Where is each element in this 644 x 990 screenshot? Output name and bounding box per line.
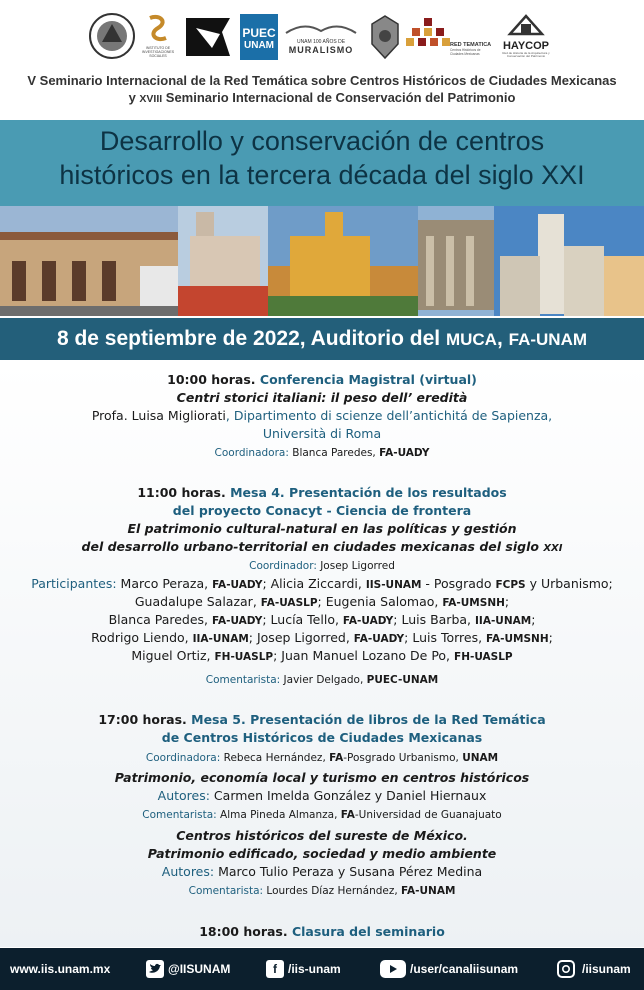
date-separator: ,	[496, 327, 509, 350]
participant-text: - Posgrado	[421, 576, 496, 591]
session-2-heading	[0, 485, 644, 501]
photo-yellow-church	[268, 206, 418, 316]
book-1-commentator	[0, 807, 644, 823]
book-2-authors-label: Autores:	[161, 864, 215, 879]
participant-text: ; Lucía Tello,	[262, 612, 343, 627]
twitter-icon[interactable]	[146, 960, 164, 978]
puec-top: PUEC	[242, 26, 276, 40]
haycop-mark-icon	[506, 14, 546, 36]
facebook-icon[interactable]: f	[266, 960, 284, 978]
session-3-coordinator-program: -Posgrado Urbanismo,	[343, 752, 463, 764]
participant-inst: IIA-UNAM	[192, 633, 249, 645]
program	[0, 362, 644, 947]
session-2-time: 11:00 horas.	[137, 485, 226, 500]
header-line-1: V Seminario Internacional de la Red Temática sobre Centros Históricos de Ciudades Mexicanas	[27, 73, 617, 88]
session-3-coordinator	[0, 750, 644, 766]
session-2-commentator-inst: PUEC-UNAM	[366, 674, 439, 686]
session-3-title-2: de Centros Históricos de Ciudades Mexicanas	[161, 730, 483, 745]
iis-logo	[140, 14, 176, 60]
participant-inst: FH-UASLP	[454, 651, 513, 663]
participant-inst: FA-UADY	[353, 633, 405, 645]
instagram-handle[interactable]: /iisunam	[582, 962, 631, 976]
session-3-coordinator-university: UNAM	[462, 752, 499, 764]
session-1-coordinator-inst: FA-UADY	[379, 447, 430, 459]
session-1-coordinator-name: Blanca Paredes,	[288, 447, 380, 459]
session-1-affiliation-2: Università di Roma	[262, 426, 382, 441]
participant-text: ;	[548, 630, 553, 645]
book-1-commentator-university: -Universidad de Guanajuato	[354, 809, 502, 821]
historic-centers-photo-strip	[0, 206, 644, 316]
red-tematica-sub: Centros Históricos de Ciudades Mexicanas	[450, 48, 481, 56]
session-4-heading	[0, 924, 644, 940]
session-2-commentator	[0, 672, 644, 688]
book-1-authors-names: Carmen Imelda González y Daniel Hiernaux	[209, 788, 487, 803]
participant-text: ;	[531, 612, 536, 627]
unam-seal-logo	[88, 12, 136, 60]
haycop-label: HAYCOP	[502, 40, 550, 52]
participant-text: Rodrigo Liendo,	[91, 630, 193, 645]
session-2-talk-2-text: del desarrollo urbano-territorial en ciudades mexicanas del siglo	[81, 539, 544, 554]
session-1-title: Conferencia Magistral (virtual)	[255, 372, 477, 387]
date-text: 8 de septiembre de 2022, Auditorio del	[56, 327, 446, 350]
iis-mark-icon	[140, 14, 176, 42]
session-4-time: 18:00 horas.	[199, 924, 288, 939]
participant-inst: FA-UADY	[212, 579, 263, 591]
session-1-coordinator-label: Coordinadora:	[214, 447, 289, 459]
haycop-logo	[496, 14, 556, 62]
architecture-logo	[182, 14, 234, 60]
header-line-2	[0, 89, 644, 108]
red-tematica-logo	[406, 16, 494, 60]
book-1-commentator-name: Alma Pineda Almanza,	[216, 809, 341, 821]
participants-label: Participantes:	[31, 576, 117, 591]
participant-text: ; Juan Manuel Lozano De Po,	[273, 648, 455, 663]
book-2-commentator-inst: FA-UNAM	[401, 885, 456, 897]
website-link[interactable]: www.iis.unam.mx	[10, 962, 111, 976]
muralismo-logo	[284, 20, 358, 58]
session-4-title: Clasura del seminario	[287, 924, 445, 939]
participant-inst: FA-UMSNH	[486, 633, 549, 645]
photo-red-church	[178, 206, 268, 316]
session-3-coordinator-inst: FA	[329, 752, 344, 764]
red-tematica-label: RED TEMATICA	[450, 42, 492, 48]
participants-line-1	[0, 576, 644, 593]
youtube-icon[interactable]	[380, 960, 406, 978]
participant-text: Guadalupe Salazar,	[134, 594, 261, 609]
participant-text: Marco Peraza,	[116, 576, 213, 591]
session-1-talk: Centri storici italiani: il peso dell’ eredità	[176, 390, 468, 405]
session-2-title-2: del proyecto Conacyt - Ciencia de frontera	[172, 503, 472, 518]
twitter-handle[interactable]: @IISUNAM	[168, 962, 231, 976]
book-2-commentator-label: Comentarista:	[188, 885, 264, 897]
title-band	[0, 120, 644, 206]
participant-text: ; Eugenia Salomao,	[317, 594, 443, 609]
participants-line-4	[0, 630, 644, 647]
logo-row	[0, 0, 644, 68]
participants-line-3	[0, 612, 644, 629]
photo-colonial-street	[0, 206, 178, 316]
puec-bottom: UNAM	[244, 40, 274, 51]
session-3-title: Mesa 5. Presentación de libros de la Red Temática	[186, 712, 546, 727]
header-line-2-pre: y	[128, 90, 140, 105]
session-3-coordinator-name: Rebeca Hernández,	[220, 752, 330, 764]
header-line-2-post: Seminario Internacional de Conservación del Patrimonio	[162, 90, 516, 105]
book-1-authors-label: Autores:	[157, 788, 210, 803]
youtube-handle[interactable]: /user/canaliisunam	[410, 962, 519, 976]
venue-fa-unam: FA-UNAM	[508, 330, 588, 349]
session-2-talk-2-numeral: XXI	[543, 543, 563, 554]
session-2-talk-1: El patrimonio cultural-natural en las políticas y gestión	[127, 521, 517, 536]
muralismo-label: MURALISMO	[288, 45, 354, 55]
participant-text: ;	[504, 594, 510, 609]
session-3-coordinator-label: Coordinadora:	[145, 752, 221, 764]
haycop-sub: Red de Historia de la Arquitectura y Conservación del Patrimonio	[502, 51, 550, 59]
participant-inst: FA-UADY	[342, 615, 394, 627]
iis-label: INSTITUTO DE INVESTIGACIONES SOCIALES	[141, 46, 175, 58]
session-1-time: 10:00 horas.	[167, 372, 256, 387]
session-1-heading	[0, 372, 644, 388]
participant-inst: IIS-UNAM	[365, 579, 422, 591]
session-1-affiliation: , Dipartimento di scienze dell’antichitá de Sapienza,	[225, 408, 553, 423]
book-1-authors	[0, 788, 644, 804]
social-footer	[0, 948, 644, 990]
institution-seal-logo	[370, 14, 400, 60]
seminar-header	[0, 72, 644, 108]
book-2-authors-names: Marco Tulio Peraza y Susana Pérez Medina	[214, 864, 483, 879]
participant-inst: FCPS	[495, 579, 526, 591]
session-2-talk-2	[0, 539, 644, 557]
photo-cathedral	[494, 206, 644, 316]
session-3-heading	[0, 712, 644, 728]
participant-text: Miguel Ortiz,	[131, 648, 215, 663]
book-1-title: Patrimonio, economía local y turismo en centros históricos	[114, 770, 530, 785]
participants-line-2	[0, 594, 644, 611]
participant-inst: IIA-UNAM	[475, 615, 532, 627]
book-2-title-2: Patrimonio edificado, sociedad y medio ambiente	[147, 846, 497, 861]
book-1-commentator-inst: FA	[340, 809, 355, 821]
participant-inst: FA-UADY	[212, 615, 263, 627]
book-2-title-1: Centros históricos del sureste de México.	[176, 828, 468, 843]
participant-inst: FA-UMSNH	[442, 597, 505, 609]
puec-logo	[240, 14, 278, 60]
event-title-line-2: históricos en la tercera década del siglo XXI	[59, 160, 585, 190]
participant-text: y Urbanismo;	[525, 576, 613, 591]
venue-muca: MUCA	[445, 330, 497, 349]
session-2-coordinator-label: Coordinador:	[249, 560, 317, 572]
participant-text: ; Alicia Ziccardi,	[262, 576, 366, 591]
participant-inst: FH-UASLP	[214, 651, 274, 663]
session-1-speaker-name: Profa. Luisa Migliorati	[91, 408, 226, 423]
session-3-time: 17:00 horas.	[98, 712, 187, 727]
participant-text: ; Luis Barba,	[393, 612, 475, 627]
event-title-line-1: Desarrollo y conservación de centros	[99, 126, 545, 156]
book-2-commentator	[0, 883, 644, 899]
date-venue-band	[0, 318, 644, 360]
session-1-speaker	[0, 408, 644, 424]
participant-inst: FA-UASLP	[260, 597, 318, 609]
book-2-commentator-name: Lourdes Díaz Hernández,	[263, 885, 402, 897]
event-title	[0, 124, 644, 192]
session-2-coordinator-name: Josep Ligorred	[316, 560, 395, 572]
participant-text: ; Josep Ligorred,	[248, 630, 354, 645]
book-2-authors	[0, 864, 644, 880]
session-2-title: Mesa 4. Presentación de los resultados	[225, 485, 507, 500]
header-line-2-numeral: XVIII	[139, 93, 163, 105]
session-2-commentator-label: Comentarista:	[205, 674, 281, 686]
red-tematica-mark-icon	[406, 18, 454, 52]
session-2-coordinator	[0, 558, 644, 574]
wings-icon	[284, 21, 358, 35]
facebook-handle[interactable]: /iis-unam	[288, 962, 341, 976]
participant-text: ; Luis Torres,	[404, 630, 487, 645]
session-1-coordinator	[0, 445, 644, 461]
muralismo-top: UNAM 100 AÑOS DE	[296, 39, 346, 45]
participant-text: Blanca Paredes,	[108, 612, 212, 627]
photo-theater	[418, 206, 494, 316]
session-2-commentator-name: Javier Delgado,	[280, 674, 367, 686]
participants-line-5	[0, 648, 644, 665]
book-1-commentator-label: Comentarista:	[142, 809, 217, 821]
instagram-icon[interactable]	[557, 960, 575, 978]
